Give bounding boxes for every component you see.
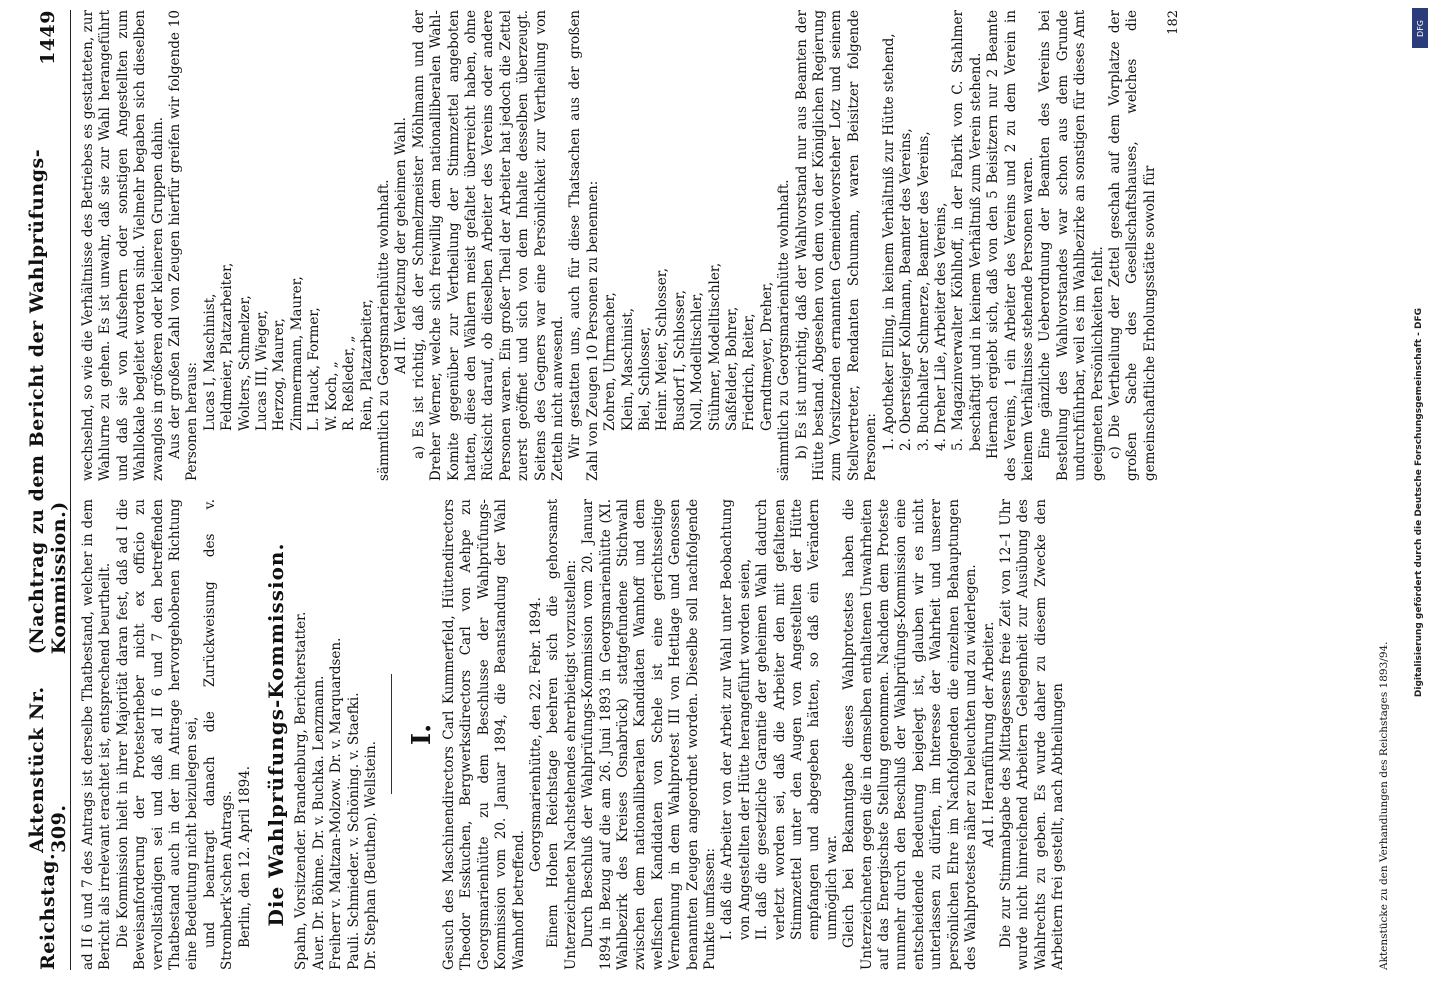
dfg-badge-text: DFG: [1415, 19, 1425, 37]
commission-members: [293, 499, 380, 970]
column-left: [80, 499, 1393, 970]
paragraph: Wir gestatten uns, auch für diese Thatsachen aus der großen Zahl von Zeugen 10 Personen zu benennen:: [567, 10, 601, 481]
signature-marker: 182: [1166, 10, 1182, 35]
witness-list-2: [602, 10, 776, 481]
paragraph: wechselnd, so wie die Verhältnisse des Betriebes es gestatteten, zur Wahlurne zu gehen. Es ist unwahr, daß sie zur Wahl herangeführt und daß sie von Aufsehern oder sonstigen Angestellten zum Wahllokale begleitet worden sind. Vielmehr begaben sich dieselben zwanglos in größeren oder kleineren Gruppen dahin.: [80, 10, 166, 481]
dfg-logo-icon: [1412, 8, 1428, 48]
list-item: 3. Buchhalter Schmerze, Beamter des Vereins,: [915, 131, 932, 451]
footnote: Aktenstücke zu den Verhandlungen des Reichstages 1893/94.: [1377, 641, 1390, 970]
member-line: Auer. Dr. Böhme. Dr. v. Buchka. Lenzmann.: [310, 675, 327, 970]
claims-list: [719, 499, 841, 970]
paragraph: c) Die Vertheilung der Zettel geschah auf dem Vorplatze der großen Sache des Gesellschaftshauses, welches die gemeinschaftliche Erholungsstätte sowohl für: [1106, 10, 1158, 481]
list-item: Lucas I, Maschinist,: [201, 293, 218, 431]
list-item: Busdorf I, Schlosser,: [671, 289, 688, 431]
page-number: 1449: [37, 10, 59, 65]
list-item: Friedrich, Reiter,: [741, 313, 758, 431]
list-item: I. daß die Arbeiter von der Arbeit zur Wahl unter Beobachtung von Angestellten der Hütte herangeführt worden seien,: [719, 499, 753, 940]
list-item: W. Koch, „: [323, 361, 340, 431]
witness-list-1: [202, 10, 376, 481]
paragraph: Durch Beschluß der Wahlprüfungs-Kommission vom 20. Januar 1894 in Bezug auf die am 26. Juni 1893 in Georgsmarienhütte (XI. Wahlbezirk des Kreises Osnabrück) stattgefundene Stichwahl zwischen dem nationalliberalen Kandidaten Wamhoff und dem welfischen Kandidaten von Schele ist eine gerichtsseitige Vernehmung in dem Wahlprotest III von Hettlage und Genossen benannten Zeugen angeordnet worden. Dieselbe soll nachfolgende Punkte umfassen:: [580, 499, 718, 970]
list-item: 5. Magazinverwalter Köhlhoff, in der Fabrik von C. Stahlmer beschäftigt und in keinem Verhältniß zum Verein stehend.: [950, 10, 984, 451]
member-line: Pauli. Schmieder. v. Schöning. v. Staefki.: [345, 692, 362, 970]
list-item: Zimmermann, Maurer,: [288, 276, 305, 431]
header-right-text: (Nachtrag zu dem Bericht der Wahlprüfungs-Kommission.): [26, 148, 70, 655]
member-line: Dr. Stephan (Beuthen). Wellstein.: [363, 741, 380, 970]
paragraph: Die zur Stimmabgabe des Mittagessens freie Zeit von 12–1 Uhr wurde nicht hinreichend Arbeitern Gelegenheit zur Ausübung des Wahlrechts zu geben. Es wurde daher zu diesem Zwecke den Arbeitern frei gestellt, nach Abtheilungen: [997, 499, 1067, 970]
list-item: Feldmeier, Platzarbeiter,: [219, 262, 236, 431]
date-line: Berlin, den 12. April 1894.: [236, 765, 253, 948]
paragraph: ad II 6 und 7 des Antrags ist derselbe Thatbestand, welcher in dem Bericht als irrelevant erachtet ist, entsprechend beurtheilt.: [80, 499, 114, 970]
header-rule: [70, 10, 71, 970]
list-item: 1. Apotheker Elling, in keinem Verhältniß zur Hütte stehend,: [880, 33, 897, 451]
list-item: Lucas III, Wieger,: [254, 310, 271, 431]
list-item: Gerndtmeyer, Dreher,: [758, 281, 775, 431]
header-middle: Aktenstück Nr. 309.: [26, 686, 70, 853]
page-header: [28, 10, 68, 970]
list-item: Stühmer, Modelltischler,: [706, 262, 723, 431]
member-line: Spahn, Vorsitzender. Brandenburg, Berichterstatter.: [293, 611, 310, 970]
list-item: Herzog, Maurer,: [271, 318, 288, 431]
member-line: Freiherr v. Maltzan-Molzow. Dr. v. Marquardsen.: [328, 637, 345, 970]
paragraph: a) Es ist richtig, daß der Schmelzmeister Möhlmann und der Dreher Werner, welche sich freiwillig dem nationalliberalen Wahl-Komite gegenüber zur Vertheilung der Stimmzettel angeboten hatten, diese den Wählern meist gefaltet überreicht haben, ohne Rücksicht darauf, ob dieselben Arbeiter des Vereins oder andere Personen waren. Ein großer Theil der Arbeiter hat jedoch die Zettel zuerst geöffnet und sich von dem Inhalte desselben überzeugt. Seitens des Gegners war eine Persönlichkeit zur Vertheilung von Zetteln nicht anwesend.: [410, 10, 566, 481]
column-right: [80, 10, 1393, 481]
columns: [80, 10, 1393, 970]
paragraph: Die Kommission hielt in ihrer Majorität daran fest, daß ad I die Beweisanforderung der Protesterheber nicht ex officio zu vervollständigen sei und daß ad II 6 und 7 den betreffenden Thatbestand auch in der im Antrage hervorgehobenen Richtung eine Bedeutung nicht beizulegen sei,: [114, 499, 201, 970]
list-item: Heinr. Meier, Schlosser,: [654, 267, 671, 431]
list-item: Saßfelder, Bohrer,: [724, 306, 741, 431]
place-date: Georgsmarienhütte, den 22. Febr. 1894.: [527, 597, 544, 872]
list-item: L. Hauck, Former,: [306, 307, 323, 431]
paragraph: und beantragt danach die Zurückweisung des v. Stromberk'schen Antrags.: [201, 499, 236, 970]
board-list: [881, 10, 985, 481]
list-item: R. Reßleder, „: [341, 335, 358, 431]
subsection-title: Ad I. Heranführung der Arbeiter.: [980, 621, 997, 848]
paragraph: Eine gänzliche Ueberordnung der Beamten des Vereins bei Bestellung des Wahlvorstandes war schon aus dem Grunde undurchführbar, weil es im Wahlbezirke an sonstigen für dieses Amt geeigneten Persönlichkeiten fehlt.: [1037, 10, 1106, 481]
paragraph: Gleich bei Bekanntgabe dieses Wahlprotestes haben die Unterzeichneten gegen die in demselben enthaltenen Unwahrheiten auf das Energischste Stellung genommen. Nachdem dem Proteste nunmehr durch den Beschluß der Wahlprüfungs-Kommission eine entscheidende Bedeutung beigelegt ist, glauben wir es nicht unterlassen zu dürfen, im Interesse der Wahrheit und unserer persönlichen Ehre im Nachfolgenden die einzelnen Behauptungen des Wahlprotestes näher zu beleuchten und zu widerlegen.: [841, 499, 980, 970]
section-numeral: I.: [406, 723, 437, 746]
header-left: Reichstag.: [37, 852, 59, 970]
paragraph: Einem Hohen Reichstage beehren sich die gehorsamst Unterzeichneten Nachstehendes ehrerbietigst vorzustellen:: [545, 499, 579, 970]
list-item: 4. Dreher Lile, Arbeiter des Vereins,: [932, 202, 949, 451]
list-item: Noll, Modelltischler,: [689, 292, 706, 431]
paragraph: Aus der großen Zahl von Zeugen hierfür greifen wir folgende 10 Personen heraus:: [167, 10, 201, 481]
commission-title: Die Wahlprüfungs-Kommission.: [264, 542, 289, 927]
list-item: Zohren, Uhrmacher,: [602, 292, 619, 431]
list-item: II. daß die gesetzliche Garantie der geheimen Wahl dadurch verletzt worden sei, daß die Arbeiter den mit gefaltenen Stimmzettel unter den Augen von Angestellten der Hütte empfangen und abgegeben hätten, so daß ein Verändern unmöglich war.: [754, 499, 840, 940]
paragraph: sämmtlich zu Georgsmarienhütte wohnhaft.: [776, 179, 793, 481]
paragraph: sämmtlich zu Georgsmarienhütte wohnhaft.: [375, 179, 392, 481]
list-item: 2. Obersteiger Kollmann, Beamter des Vereins,: [898, 128, 915, 451]
paragraph: Gesuch des Maschinendirectors Carl Kummerfeld, Hüttendirectors Theodor Esskuchen, Bergwerksdirectors Carl von Aehpe zu Georgsmarienhütte zu dem Beschlusse der Wahlprüfungs-Kommission vom 20. Januar 1894, die Beanstandung der Wahl Wamhoff betreffend.: [440, 499, 527, 970]
list-item: Wolters, Schmelzer,: [236, 295, 253, 431]
subsection-title: Ad II. Verletzung der geheimen Wahl.: [393, 117, 410, 374]
paragraph: b) Es ist unrichtig, daß der Wahlvorstand nur aus Beamten der Hütte bestand. Abgesehen von dem von der Königlichen Regierung zum Vorsitzenden ernannten Gemeindevorsteher Lotz und seinem Stellvertreter, Rendanten Schumann, waren Beisitzer folgende Personen:: [793, 10, 880, 481]
rotated-page: [8, 0, 1403, 1000]
paragraph: Hiernach ergiebt sich, daß von den 5 Beisitzern nur 2 Beamte des Vereins, 1 ein Arbeiter des Vereins und 2 zu dem Verein in keinem Verhältnisse stehende Personen waren.: [985, 10, 1036, 481]
divider: [391, 675, 392, 795]
list-item: Biel, Schlosser,: [637, 326, 653, 431]
list-item: Klein, Maschinist,: [619, 307, 636, 431]
digitization-note: [1408, 8, 1430, 998]
digitization-note-text: Digitalisierung gefördert durch die Deutsche Forschungsgemeinschaft - DFG: [1414, 308, 1424, 698]
list-item: Rein, Platzarbeiter,: [358, 299, 375, 431]
